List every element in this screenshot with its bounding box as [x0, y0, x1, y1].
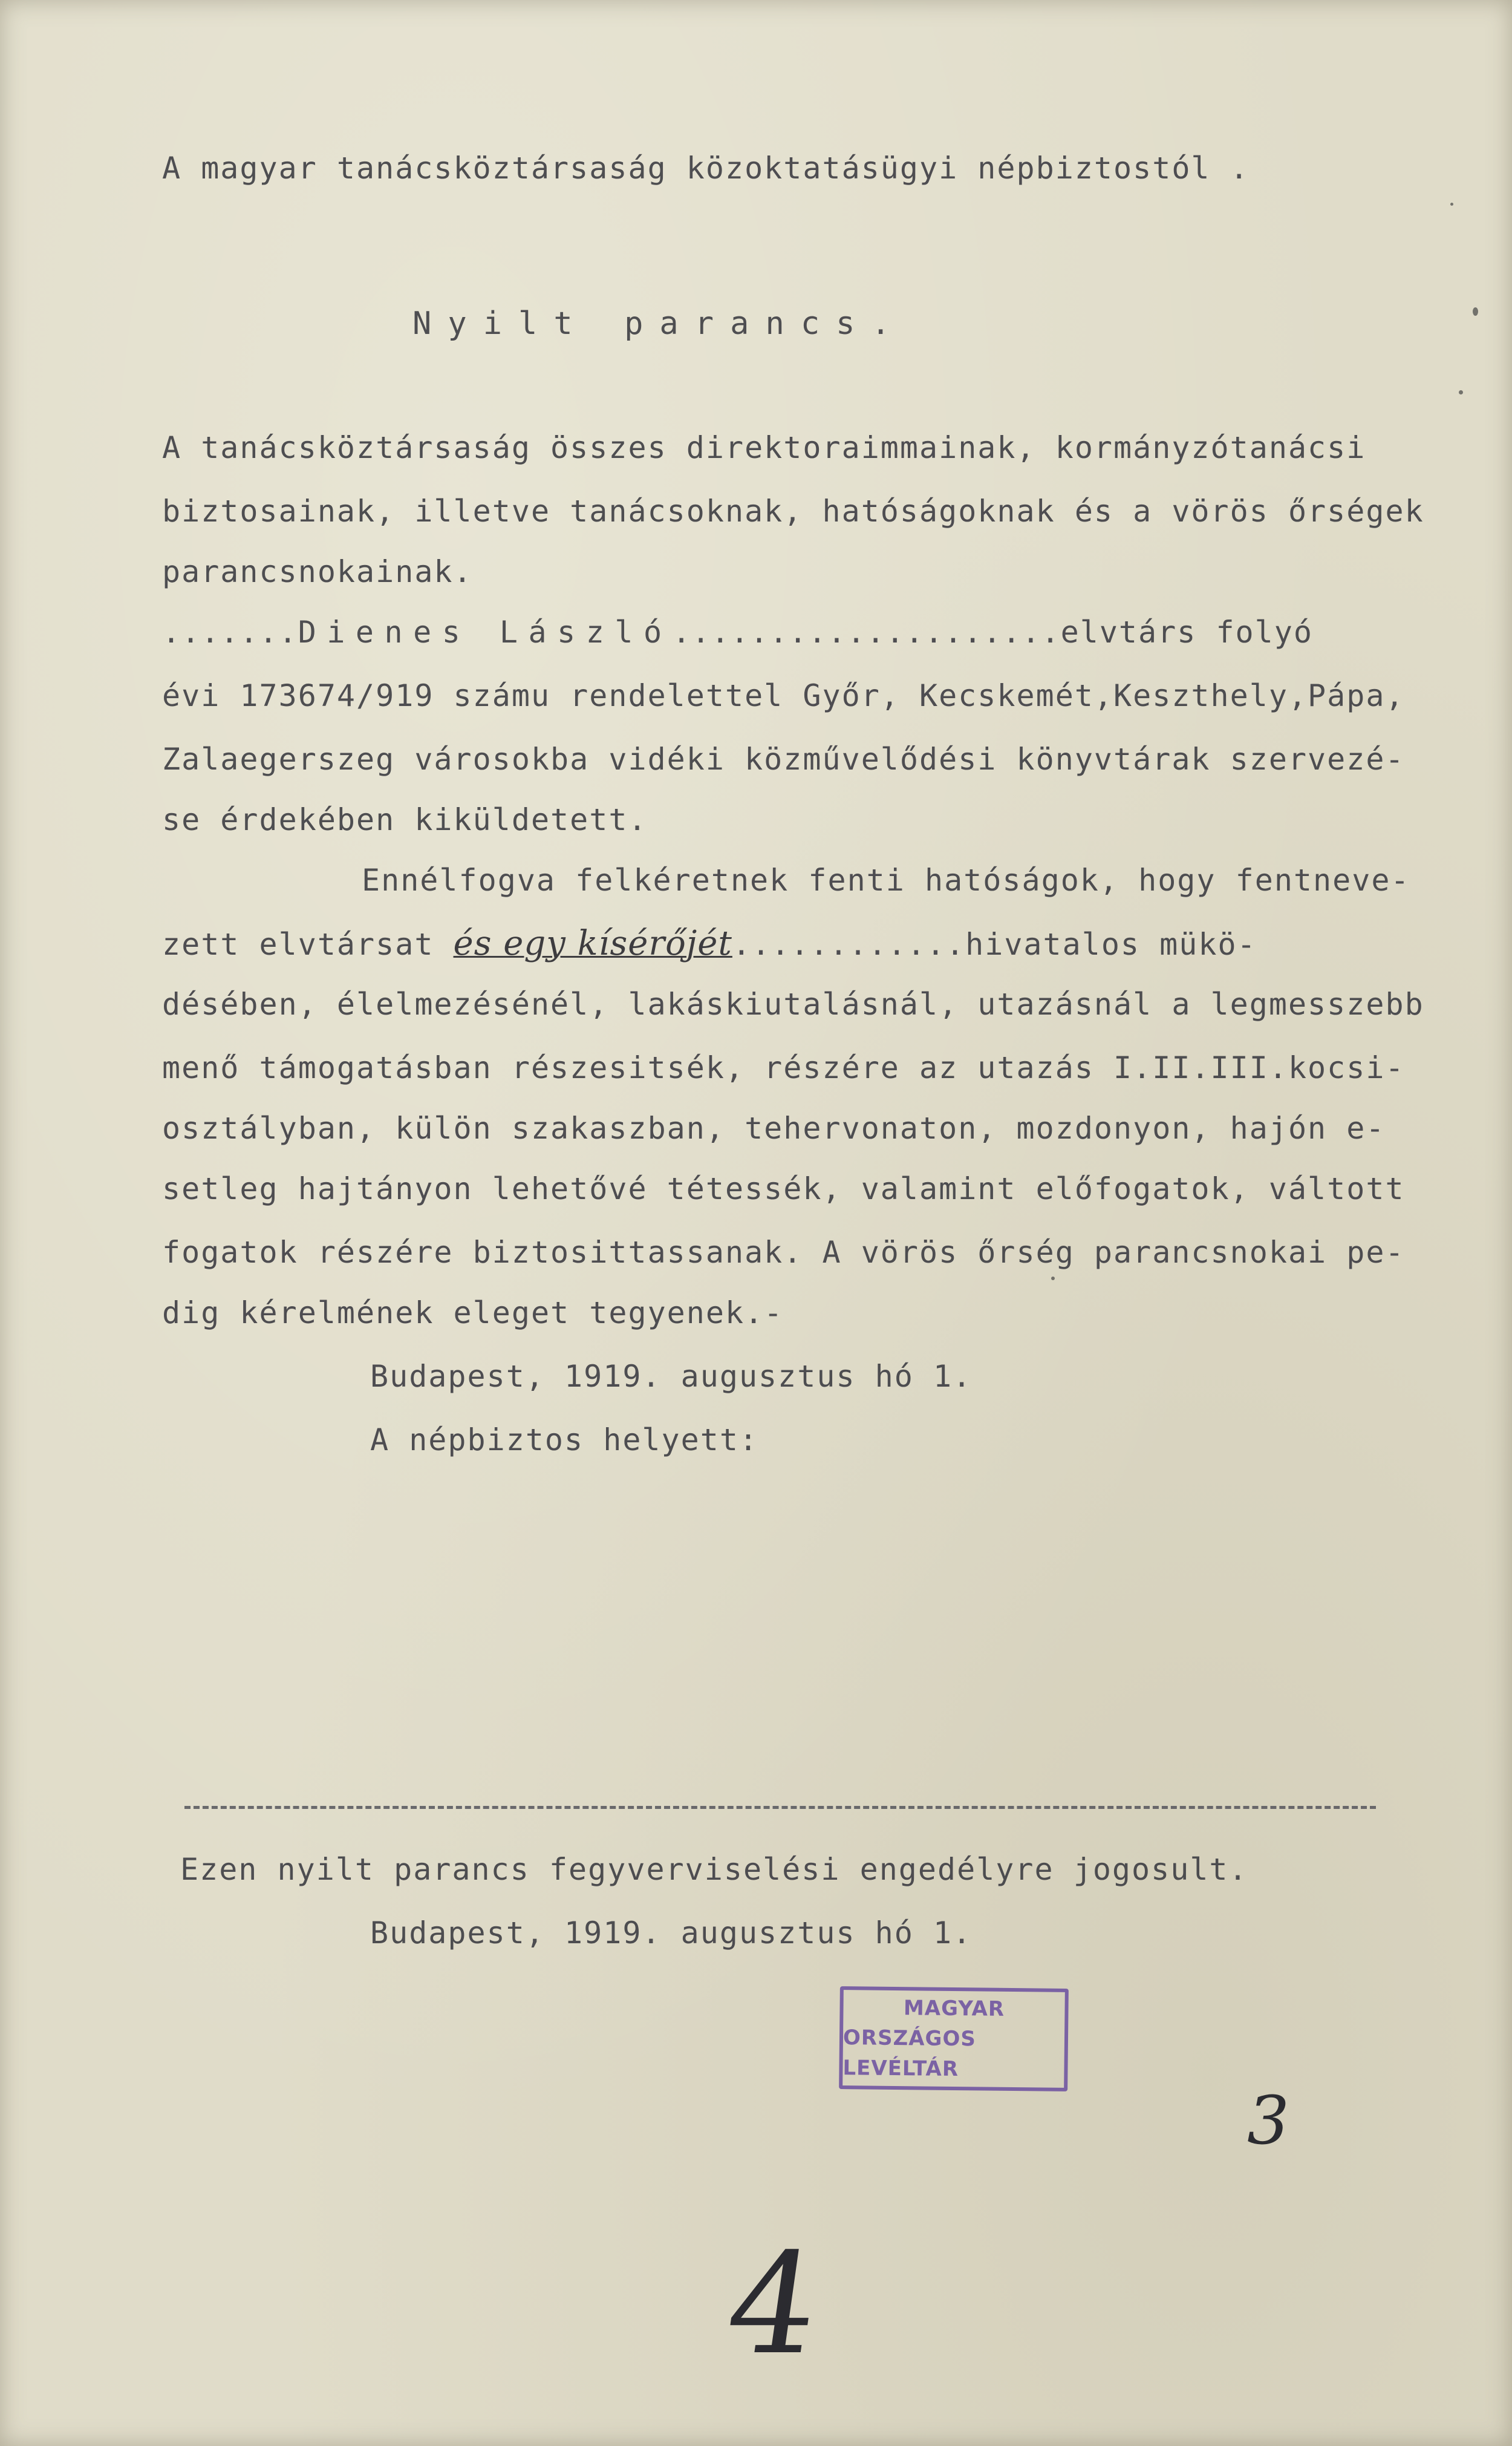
- dotted-fill: ....................: [672, 615, 1061, 650]
- body-line: Zalaegerszeg városokba vidéki közművelődési könyvtárak szervezé-: [162, 742, 1405, 777]
- body-line: fogatok részére biztosittassanak. A vörös őrség parancsnokai pe-: [162, 1235, 1405, 1270]
- stamp-line: ORSZÁGOS LEVÉLTÁR: [842, 2026, 977, 2082]
- body-line: se érdekében kiküldetett.: [162, 802, 648, 837]
- body-line-companion: [162, 914, 1257, 975]
- ink-speck: [1450, 203, 1453, 206]
- body-line: setleg hajtányon lehetővé tétessék, valamint előfogatok, váltott: [162, 1171, 1405, 1206]
- body-line: désében, élelmezésénél, lakáskiutalásnál, utazásnál a legmesszebb: [162, 987, 1424, 1022]
- signature-line: A népbiztos helyett:: [370, 1422, 759, 1457]
- addressee-line: A tanácsköztársaság összes direktoraimmainak, kormányzótanácsi: [162, 430, 1366, 465]
- issue-date: Budapest, 1919. augusztus hó 1.: [370, 1359, 973, 1394]
- handwritten-insertion: és egy kísérőjét: [453, 924, 732, 963]
- ink-speck: [1459, 390, 1463, 394]
- archive-stamp: [839, 1986, 1069, 2091]
- dotted-fill: .......: [162, 615, 298, 650]
- body-text: zett elvtársat: [162, 927, 454, 962]
- ink-speck: [1051, 1277, 1055, 1280]
- page-number-bottom: 4: [717, 2224, 829, 2386]
- envoy-name: Dienes László: [298, 615, 673, 650]
- permit-date: Budapest, 1919. augusztus hó 1.: [370, 1915, 973, 1951]
- issuer-header: A magyar tanácsköztársaság közoktatásügyi népbiztostól .: [162, 151, 1250, 186]
- body-line-name: [162, 602, 1313, 662]
- page-number-right: 3: [1247, 2082, 1289, 2159]
- body-line: osztályban, külön szakaszban, tehervonaton, mozdonyon, hajón e-: [162, 1111, 1386, 1146]
- addressee-line: biztosainak, illetve tanácsoknak, hatóságoknak és a vörös őrségek: [162, 494, 1424, 529]
- addressee-line: parancsnokainak.: [162, 554, 473, 589]
- body-text: elvtárs folyó: [1060, 615, 1313, 650]
- ink-speck: [1473, 307, 1478, 316]
- body-line: menő támogatásban részesitsék, részére az utazás I.II.III.kocsi-: [162, 1050, 1405, 1085]
- body-line: Ennélfogva felkéretnek fenti hatóságok, hogy fentneve-: [362, 863, 1410, 898]
- document-title: Nyilt parancs.: [412, 306, 907, 342]
- body-text: hivatalos mükö-: [965, 927, 1257, 962]
- body-line: dig kérelmének eleget tegyenek.-: [162, 1295, 784, 1330]
- permit-note: Ezen nyilt parancs fegyverviselési engedélyre jogosult.: [180, 1852, 1248, 1887]
- body-line: évi 173674/919 számu rendelettel Győr, Kecskemét,Keszthely,Pápa,: [162, 678, 1405, 713]
- dashed-divider: [184, 1806, 1376, 1809]
- dotted-fill: ............: [732, 927, 966, 962]
- stamp-line: MAGYAR: [903, 1996, 1005, 2021]
